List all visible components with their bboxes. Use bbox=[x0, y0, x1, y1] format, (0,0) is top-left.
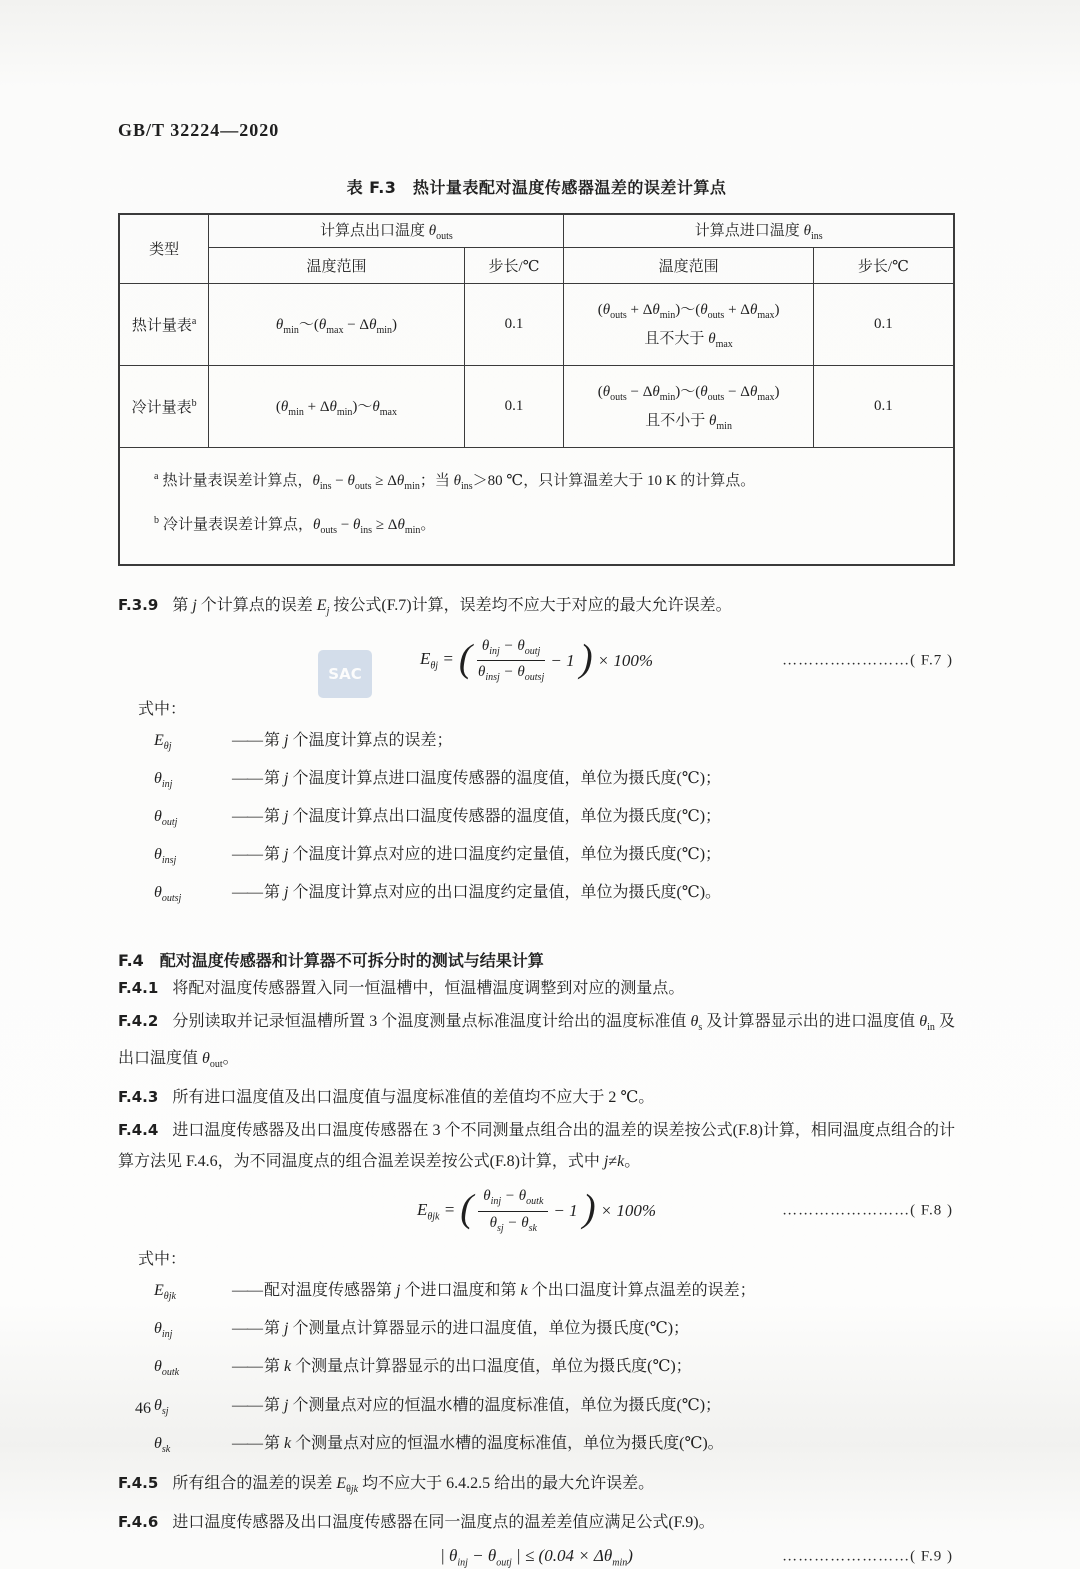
where-label: 式中： bbox=[138, 1251, 187, 1268]
where-list-f8 bbox=[154, 1275, 955, 1466]
col-header-range-out: 温度范围 bbox=[209, 247, 464, 283]
col-header-step-in: 步长/℃ bbox=[813, 247, 954, 283]
cell-type: 冷计量表$^b$ bbox=[119, 365, 209, 447]
footnote-a: $^a$ 热计量表误差计算点，$\theta_{ins} - \theta_{outs} \ge \Delta\theta_{min}$；当 $\theta_{ins}>80$ ℃，只计算温差大于 10 K 的计算点。 bbox=[154, 470, 756, 492]
clause-f4-4: F.4.4 进口温度传感器及出口温度传感器在 3 个不同测量点组合出的温差的误差按公式(F.8)计算，相同温度点组合的计算方法见 F.4.6，为不同温度点的组合温差误差按公式(F.8)计算，式中 j≠k。 bbox=[118, 1121, 955, 1170]
close-paren: ) bbox=[582, 1187, 596, 1231]
clause-f4-3: F.4.3 所有进口温度值及出口温度值与温度标准值的差值均不应大于 2 ℃。 bbox=[118, 1088, 655, 1106]
open-paren: ( bbox=[458, 637, 472, 681]
clause-f4-6: F.4.6 进口温度传感器及出口温度传感器在同一温度点的温差差值应满足公式(F.9)。 bbox=[118, 1513, 715, 1532]
standard-number: GB/T 32224—2020 bbox=[118, 120, 280, 140]
cell-in-range: ($\theta_{outs}$ + $\Delta\theta_{min})\sim(\theta_{outs} + \Delta\theta_{max})$ 且不大于 $\theta_{max}$ bbox=[564, 283, 813, 365]
col-header-range-in: 温度范围 bbox=[564, 247, 813, 283]
where-item: $\theta_{outj}$ —— 第 j 个温度计算点出口温度传感器的温度值，单位为摄氏度(℃)； bbox=[154, 808, 722, 829]
col-group-outlet-temp: 计算点出口温度 $\theta_{outs}$ bbox=[209, 214, 564, 247]
cell-out-range: ($\theta_{min}$ + $\Delta\theta_{min})\sim\theta_{max}$ bbox=[209, 365, 464, 447]
where-item: $E_{\theta jk}$ —— 配对温度传感器第 j 个进口温度和第 k 个出口温度计算点温差的误差； bbox=[154, 1282, 756, 1303]
col-group-inlet-temp: 计算点进口温度 $\theta_{ins}$ bbox=[564, 214, 954, 247]
cell-type: 热计量表$^a$ bbox=[119, 283, 209, 365]
cell-out-range: $\theta_{min}\sim(\theta_{max} - \Delta\theta_{min})$ bbox=[209, 283, 464, 365]
formula-ref-f7: ……………………( F.7 ) bbox=[782, 652, 953, 669]
where-item: $\theta_{outk}$ —— 第 k 个测量点计算器显示的出口温度值，单位为摄氏度(℃)； bbox=[154, 1358, 692, 1379]
cell-out-step: 0.1 bbox=[464, 283, 564, 365]
where-item: $\theta_{inj}$ —— 第 j 个温度计算点进口温度传感器的温度值，单位为摄氏度(℃)； bbox=[154, 769, 722, 791]
table-row-cold-meter bbox=[119, 365, 954, 447]
watermark-logo: SAC bbox=[318, 650, 372, 698]
open-paren: ( bbox=[460, 1187, 474, 1231]
formula-ref-f8: ……………………( F.8 ) bbox=[782, 1202, 953, 1219]
heading-f4: F.4 配对温度传感器和计算器不可拆分时的测试与结果计算 bbox=[118, 950, 544, 970]
cell-out-step: 0.1 bbox=[464, 365, 564, 447]
where-item: $\theta_{inj}$ —— 第 j 个测量点计算器显示的进口温度值，单位为摄氏度(℃)； bbox=[154, 1320, 690, 1341]
where-item: $\theta_{insj}$ —— 第 j 个温度计算点对应的进口温度约定量值，单位为摄氏度(℃)； bbox=[154, 846, 722, 867]
close-paren: ) bbox=[579, 637, 593, 681]
cell-in-step: 0.1 bbox=[813, 365, 954, 447]
fraction: $\frac{\theta_{inj} - \theta_{outk}}{\theta_{sj} - \theta_{sk}}$ bbox=[478, 1187, 548, 1235]
clause-f3-9: F.3.9 第 j 个计算点的误差 $E_j$ 按公式(F.7)计算，误差均不应大于对应的最大允许误差。 bbox=[118, 595, 732, 617]
formula-f7: $E_{\theta j}$ = ( $\frac{\theta_{inj} - \theta_{outj}}{\theta_{insj} - \theta_{outsj}}$ − 1 ) × 100% ……………………( F.7 ) bbox=[420, 637, 953, 684]
where-item: $E_{\theta j}$ —— 第 j 个温度计算点的误差； bbox=[154, 731, 453, 752]
where-label: 式中： bbox=[138, 700, 187, 718]
table-row-heat-meter bbox=[119, 283, 954, 365]
cell-in-step: 0.1 bbox=[813, 283, 954, 365]
clause-f4-5: F.4.5 所有组合的温差的误差 $E_{\theta jk}$ 均不应大于 6.4.2.5 给出的最大允许误差。 bbox=[118, 1473, 655, 1496]
table-f3 bbox=[118, 213, 955, 566]
table-footnotes bbox=[119, 447, 954, 565]
table-title: 表 F.3 热计量表配对温度传感器温差的误差计算点 bbox=[346, 178, 727, 197]
cell-in-range: ($\theta_{outs}$ − $\Delta\theta_{min})\sim(\theta_{outs} - \Delta\theta_{max})$ 且不小于 $\theta_{min}$ bbox=[564, 365, 813, 447]
page-number: 46 bbox=[135, 1400, 151, 1417]
formula-f9: | $\theta_{inj} - \theta_{outj}$ | ≤ $(0.04 \times \Delta\theta_{min})$ ……………………( F.9 ) bbox=[440, 1546, 953, 1569]
clause-f4-1: F.4.1 将配对温度传感器置入同一恒温槽中，恒温槽温度调整到对应的测量点。 bbox=[118, 978, 685, 997]
clause-f4-2: F.4.2 分别读取并记录恒温槽所置 3 个温度测量点标准温度计给出的温度标准值 $\theta_s$ 及计算器显示出的进口温度值 $\theta_{in}$ 及出口温度值 $\theta_{out}$。 bbox=[118, 1011, 955, 1070]
where-list-f7 bbox=[154, 725, 955, 916]
footnote-b: $^b$ 冷计量表误差计算点，$\theta_{outs} - \theta_{ins} \ge \Delta\theta_{min}$。 bbox=[154, 514, 436, 536]
col-header-type: 类型 bbox=[119, 214, 209, 283]
col-header-step-out: 步长/℃ bbox=[464, 247, 564, 283]
formula-ref-f9: ……………………( F.9 ) bbox=[782, 1548, 953, 1565]
where-item: $\theta_{sk}$ —— 第 k 个测量点对应的恒温水槽的温度标准值，单位为摄氏度(℃)。 bbox=[154, 1434, 724, 1455]
fraction: $\frac{\theta_{inj} - \theta_{outj}}{\theta_{insj} - \theta_{outsj}}$ bbox=[477, 637, 545, 684]
where-item: $\theta_{outsj}$ —— 第 j 个温度计算点对应的出口温度约定量值，单位为摄氏度(℃)。 bbox=[154, 884, 722, 905]
where-item: $\theta_{sj}$ —— 第 j 个测量点对应的恒温水槽的温度标准值，单位为摄氏度(℃)； bbox=[154, 1396, 722, 1417]
formula-f8: $E_{\theta jk}$ = ( $\frac{\theta_{inj} - \theta_{outk}}{\theta_{sj} - \theta_{sk}}$ − 1 ) × 100% ……………………( F.8 ) bbox=[416, 1187, 953, 1234]
